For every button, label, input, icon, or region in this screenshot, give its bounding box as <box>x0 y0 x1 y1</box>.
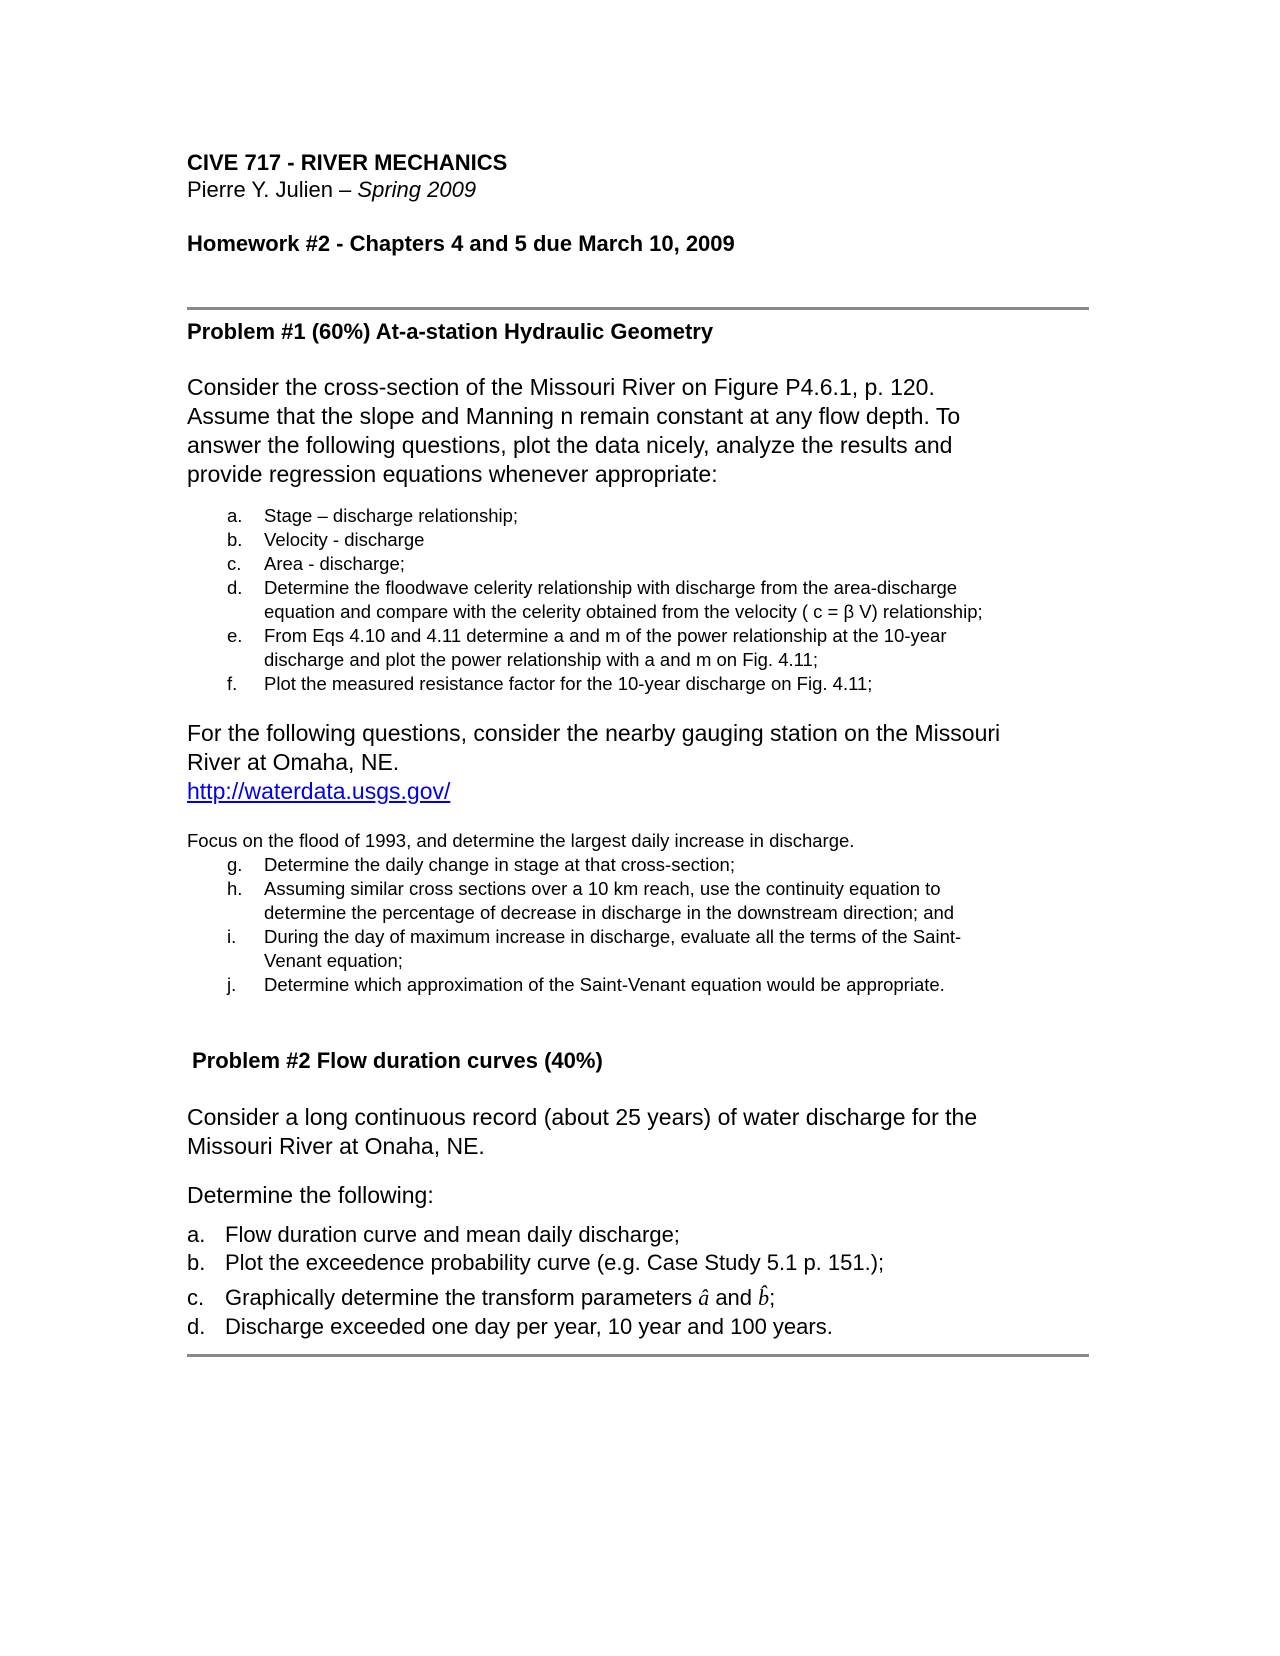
gauging-line: River at Omaha, NE. <box>187 749 400 775</box>
intro-line: Assume that the slope and Manning n remain constant at any flow depth. To <box>187 403 961 429</box>
intro-line: Consider a long continuous record (about 25 years) of water discharge for the <box>187 1104 978 1130</box>
divider-top <box>187 307 1089 310</box>
gauging-line: For the following questions, consider the nearby gauging station on the Missouri <box>187 720 1001 746</box>
b-hat-symbol: b̂ <box>758 1285 770 1310</box>
instructor-name: Pierre Y. Julien – <box>187 177 358 202</box>
intro-line: provide regression equations whenever appropriate: <box>187 461 718 487</box>
intro-line: answer the following questions, plot the data nicely, analyze the results and <box>187 432 953 458</box>
focus-text: Focus on the flood of 1993, and determine the largest daily increase in discharge. <box>187 830 855 851</box>
usgs-link[interactable]: http://waterdata.usgs.gov/ <box>187 778 451 804</box>
determine-heading: Determine the following: <box>187 1182 434 1208</box>
homework-title: Homework #2 - Chapters 4 and 5 due March 10, 2009 <box>187 231 735 256</box>
divider-bottom <box>187 1354 1089 1357</box>
a-hat-symbol: â <box>698 1285 710 1310</box>
course-title: CIVE 717 - RIVER MECHANICS <box>187 150 508 175</box>
problem1-title: Problem #1 (60%) At-a-station Hydraulic Geometry <box>187 319 714 344</box>
problem2-title: Problem #2 Flow duration curves (40%) <box>192 1048 603 1073</box>
intro-line: Missouri River at Onaha, NE. <box>187 1133 485 1159</box>
intro-line: Consider the cross-section of the Missouri River on Figure P4.6.1, p. 120. <box>187 374 935 400</box>
instructor-line <box>187 177 476 203</box>
term: Spring 2009 <box>357 177 477 202</box>
